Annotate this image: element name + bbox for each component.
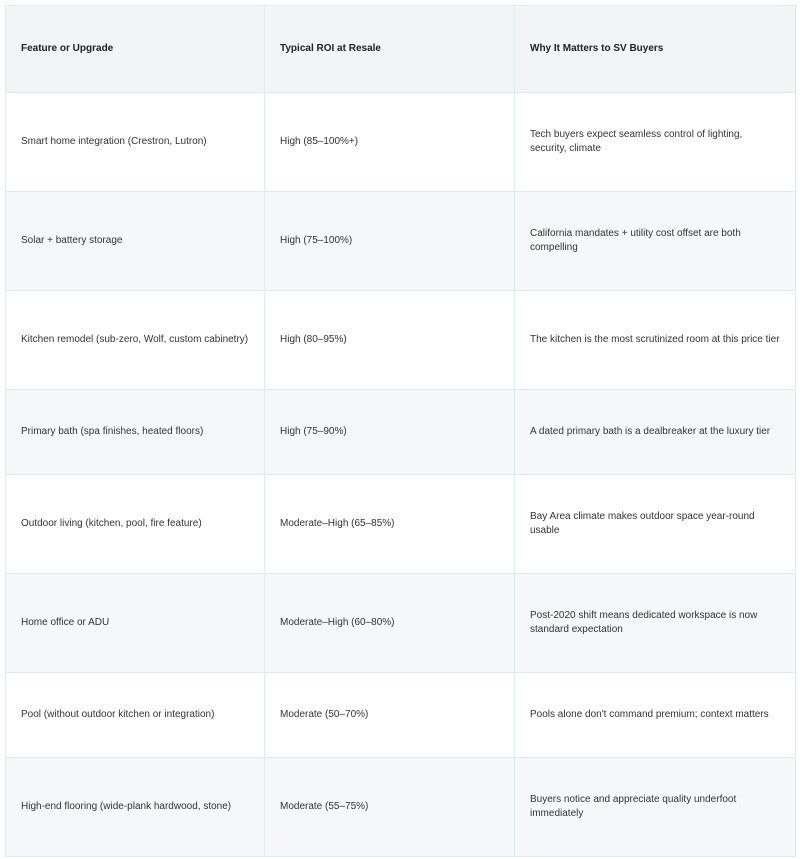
table-row: [6, 758, 796, 857]
header-feature: Feature or Upgrade: [6, 6, 265, 93]
roi-cell: High (80–95%): [265, 291, 515, 390]
feature-cell: High-end flooring (wide-plank hardwood, stone): [6, 758, 265, 857]
why-cell: A dated primary bath is a dealbreaker at the luxury tier: [515, 390, 796, 475]
why-cell: The kitchen is the most scrutinized room at this price tier: [515, 291, 796, 390]
header-why: Why It Matters to SV Buyers: [515, 6, 796, 93]
feature-cell: Outdoor living (kitchen, pool, fire feature): [6, 475, 265, 574]
feature-cell: Home office or ADU: [6, 574, 265, 673]
table-row: [6, 390, 796, 475]
why-cell: California mandates + utility cost offset are both compelling: [515, 192, 796, 291]
roi-table: [5, 5, 796, 857]
why-cell: Bay Area climate makes outdoor space year-round usable: [515, 475, 796, 574]
header-roi: Typical ROI at Resale: [265, 6, 515, 93]
table-row: [6, 192, 796, 291]
feature-cell: Kitchen remodel (sub-zero, Wolf, custom cabinetry): [6, 291, 265, 390]
roi-cell: High (85–100%+): [265, 93, 515, 192]
table-row: [6, 475, 796, 574]
roi-cell: Moderate–High (65–85%): [265, 475, 515, 574]
table-row: [6, 574, 796, 673]
roi-cell: Moderate–High (60–80%): [265, 574, 515, 673]
feature-cell: Smart home integration (Crestron, Lutron): [6, 93, 265, 192]
roi-cell: Moderate (50–70%): [265, 673, 515, 758]
roi-cell: High (75–100%): [265, 192, 515, 291]
roi-cell: High (75–90%): [265, 390, 515, 475]
feature-cell: Solar + battery storage: [6, 192, 265, 291]
feature-cell: Primary bath (spa finishes, heated floors): [6, 390, 265, 475]
feature-cell: Pool (without outdoor kitchen or integration): [6, 673, 265, 758]
roi-cell: Moderate (55–75%): [265, 758, 515, 857]
table-row: [6, 93, 796, 192]
table-row: [6, 291, 796, 390]
why-cell: Post-2020 shift means dedicated workspace is now standard expectation: [515, 574, 796, 673]
roi-table-container: [5, 5, 795, 857]
table-row: [6, 673, 796, 758]
why-cell: Pools alone don't command premium; context matters: [515, 673, 796, 758]
why-cell: Tech buyers expect seamless control of lighting, security, climate: [515, 93, 796, 192]
why-cell: Buyers notice and appreciate quality underfoot immediately: [515, 758, 796, 857]
table-header-row: [6, 6, 796, 93]
